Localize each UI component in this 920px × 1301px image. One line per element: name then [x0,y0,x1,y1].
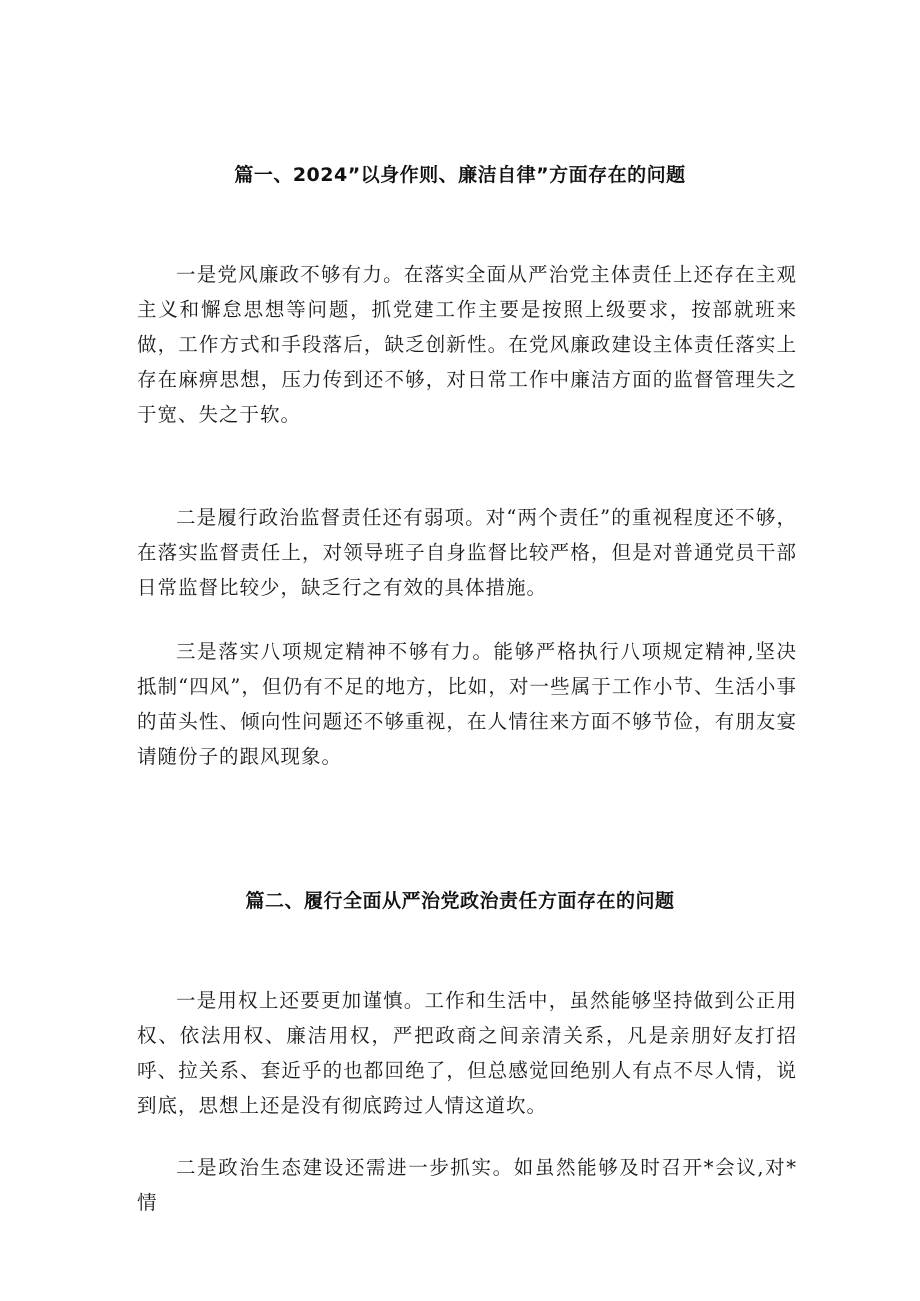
paragraph: 二是履行政治监督责任还有弱项。对“两个责任”的重视程度还不够，在落实监督责任上，对领导班子自身监督比较严格，但是对普通党员干部日常监督比较少，缺乏行之有效的具体措施。 [137,506,797,599]
paragraph: 一是用权上还要更加谨慎。工作和生活中，虽然能够坚持做到公正用权、依法用权、廉洁用权，严把政商之间亲清关系，凡是亲朋好友打招呼、拉关系、套近乎的也都回绝了，但总感觉回绝别人有点不尽人情，说到底，思想上还是没有彻底跨过人情这道坎。 [137,989,797,1117]
paragraph: 一是党风廉政不够有力。在落实全面从严治党主体责任上还存在主观主义和懈怠思想等问题，抓党建工作主要是按照上级要求，按部就班来做，工作方式和手段落后，缺乏创新性。在党风廉政建设主体责任落实上存在麻痹思想，压力传到还不够，对日常工作中廉洁方面的监督管理失之于宽、失之于软。 [137,263,797,426]
paragraph: 三是落实八项规定精神不够有力。能够严格执行八项规定精神,坚决抵制“四风”，但仍有不足的地方，比如，对一些属于工作小节、生活小事的苗头性、倾向性问题还不够重视，在人情往来方面不够节俭，有朋友宴请随份子的跟风现象。 [137,640,797,768]
section-heading: 篇二、履行全面从严治党政治责任方面存在的问题 [245,890,675,912]
section-heading: 篇一、2024”以身作则、廉洁自律”方面存在的问题 [234,164,686,186]
paragraph: 二是政治生态建设还需进一步抓实。如虽然能够及时召开*会议,对*情 [137,1156,797,1214]
